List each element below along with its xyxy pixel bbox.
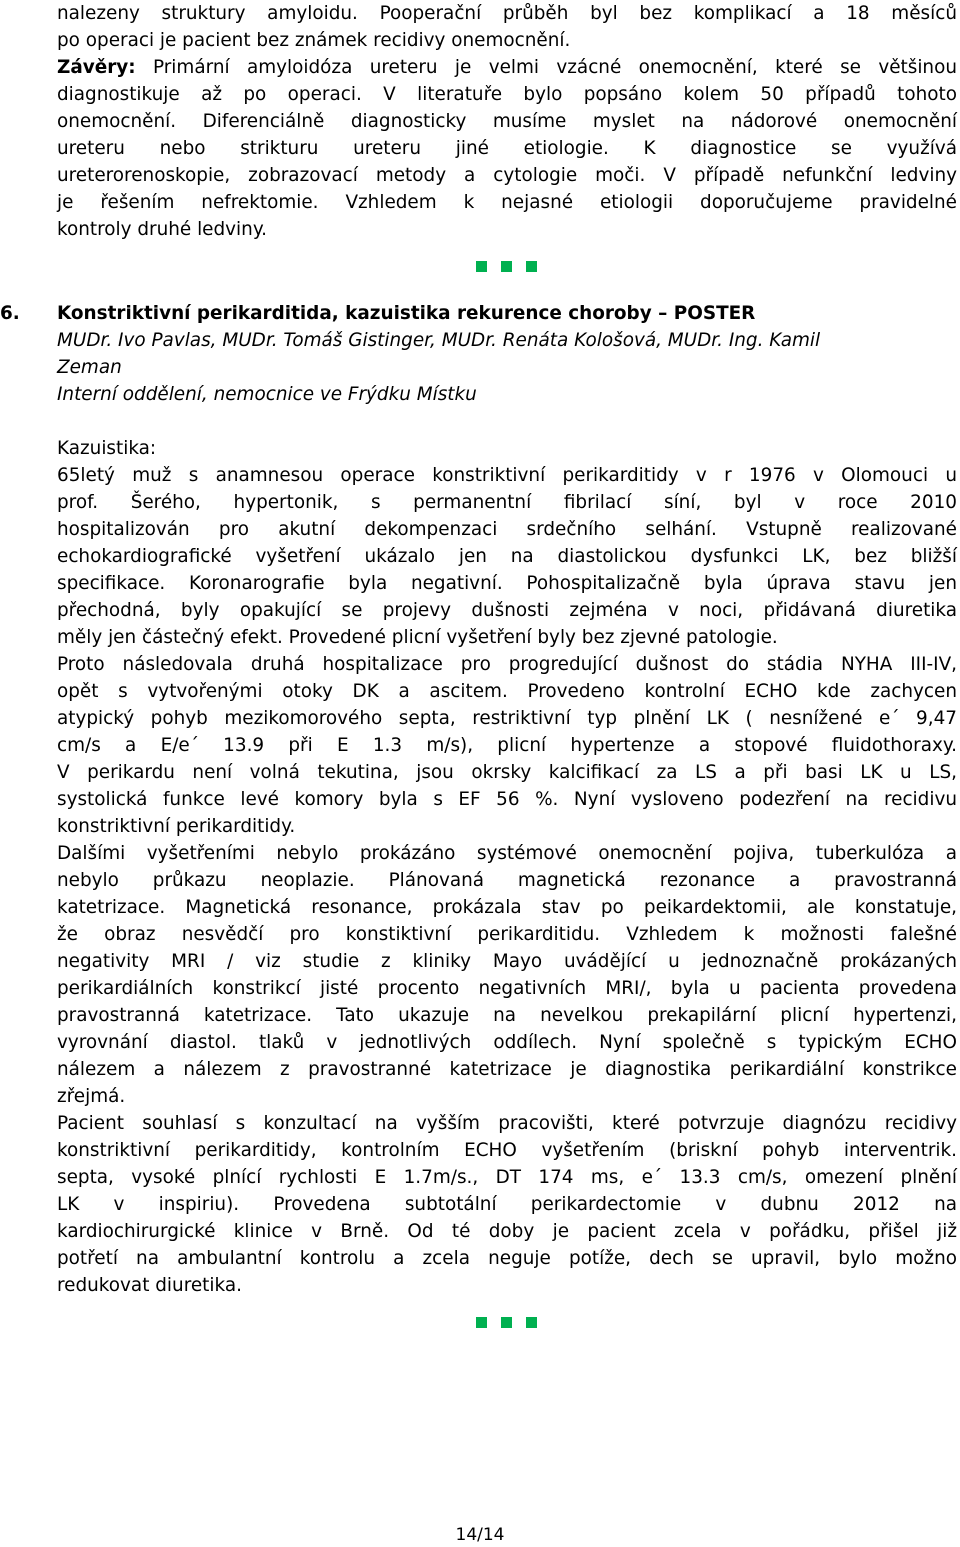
case-body-line: potřetí na ambulantní kontrolu a zcela neguje potíže, dech se upravil, bylo možno [57, 1248, 957, 1269]
case-body-line: nálezem a nálezem z pravostranné katetrizace je diagnostika perikardiální konstrikce [57, 1059, 957, 1080]
case-body [57, 462, 957, 1299]
case-body-line: vyrovnání diastol. tlaků v jednotlivých oddílech. Nyní společně s typickým ECHO [57, 1032, 957, 1053]
section-heading [0, 300, 957, 327]
case-body-line: specifikace. Koronarografie byla negativní. Pohospitalizačně byla úprava stavu jen [57, 573, 957, 594]
case-body-line: atypický pohyb mezikomorového septa, restriktivní typ plnění LK ( nesnížené e´ 9,47 [57, 708, 957, 729]
case-body-line: negativity MRI / viz studie z kliniky Mayo uvádějící u jednoznačně prokázaných [57, 951, 957, 972]
case-body-line: přechodná, byly opakující se projevy dušnosti zejména v noci, přidávaná diuretika [57, 600, 957, 621]
case-body-line: perikardiálních konstrikcí jisté procento negativních MRI/, byla u pacienta provedena [57, 978, 957, 999]
case-body-line: konstriktivní perikarditidy. [57, 816, 296, 837]
paragraph-line: po operaci je pacient bez známek recidivy onemocnění. [57, 30, 571, 51]
separator-squares [56, 1309, 957, 1336]
separator-square-icon [501, 1317, 512, 1328]
case-body-line: že obraz nesvědčí pro konstiktivní perikarditidu. Vzhledem k možnosti falešné [57, 924, 957, 945]
case-body-line: Dalšími vyšetřeními nebylo prokázáno systémové onemocnění pojiva, tuberkulóza a [57, 843, 957, 864]
case-body-line: LK v inspiriu). Provedena subtotální perikardectomie v dubnu 2012 na [57, 1194, 957, 1215]
case-body-line: měly jen částečný efekt. Provedené plicní vyšetření byly bez zjevné patologie. [57, 627, 778, 648]
case-body-line: septa, vysoké plnící rychlosti E 1.7m/s., DT 174 ms, e´ 13.3 cm/s, omezení plnění [57, 1167, 957, 1188]
case-body-line: hospitalizován pro akutní dekompenzaci srdečního selhání. Vstupně realizované [57, 519, 957, 540]
case-body-line: redukovat diuretika. [57, 1275, 242, 1296]
section-1 [57, 0, 957, 243]
case-label: Kazuistika: [57, 438, 157, 459]
separator-square-icon [526, 1317, 537, 1328]
case-body-line: V perikardu není volná tekutina, jsou okrsky kalcifikací za LS a při basi LK u LS, [57, 762, 957, 783]
paragraph-line: je řešením nefrektomie. Vzhledem k nejasné etiologii doporučujeme pravidelné [57, 192, 957, 213]
conclusion-label: Závěry: [57, 57, 136, 78]
case-body-line: zřejmá. [57, 1086, 126, 1107]
case-body-line: opět s vytvořenými otoky DK a ascitem. Provedeno kontrolní ECHO kde zachycen [57, 681, 957, 702]
separator-square-icon [476, 261, 487, 272]
case-body-line: kardiochirurgické klinice v Brně. Od té doby je pacient zcela v pořádku, přišel již [57, 1221, 957, 1242]
case-body-line: cm/s a E/e´ 13.9 při E 1.3 m/s), plicní hypertenze a stopové fluidothoraxy. [57, 735, 957, 756]
case-body-line: 65letý muž s anamnesou operace konstriktivní perikarditidy v r 1976 v Olomouci u [57, 465, 957, 486]
authors-line: Zeman [57, 357, 122, 378]
case-body-line: pravostranná katetrizace. Tato ukazuje na nevelkou prekapilární plicní hypertenzi, [57, 1005, 957, 1026]
case-body-line: konstriktivní perikarditidy, kontrolním ECHO vyšetřením (briskní pohyb interventrik. [57, 1140, 957, 1161]
conclusion-line: Závěry: Primární amyloidóza ureteru je velmi vzácné onemocnění, které se většinou [57, 57, 957, 78]
authors-line: MUDr. Ivo Pavlas, MUDr. Tomáš Gistinger, MUDr. Renáta Kološová, MUDr. Ing. Kamil [57, 330, 821, 351]
case-body-line: Proto následovala druhá hospitalizace pro progredující dušnost do stádia NYHA III-IV, [57, 654, 957, 675]
paragraph-line: diagnostikuje až po operaci. V literatuře bylo popsáno kolem 50 případů tohoto [57, 84, 957, 105]
paragraph-line: ureterorenoskopie, zobrazovací metody a cytologie moči. V případě nefunkční ledviny [57, 165, 957, 186]
section-title: Konstriktivní perikarditida, kazuistika rekurence choroby – POSTER [57, 303, 756, 324]
separator-square-icon [526, 261, 537, 272]
section-2 [0, 300, 957, 1299]
paragraph-line: nalezeny struktury amyloidu. Pooperační průběh byl bez komplikací a 18 měsíců [57, 3, 957, 24]
paragraph-line: ureteru nebo strikturu ureteru jiné etiologie. K diagnostice se využívá [57, 138, 957, 159]
case-body-line: systolická funkce levé komory byla s EF 56 %. Nyní vysloveno podezření na recidivu [57, 789, 957, 810]
paragraph-line: kontroly druhé ledviny. [57, 219, 267, 240]
separator-square-icon [501, 261, 512, 272]
paragraph-line: onemocnění. Diferenciálně diagnosticky musíme myslet na nádorové onemocnění [57, 111, 957, 132]
separator-squares [56, 253, 957, 280]
case-body-line: nebylo průkazu neoplazie. Plánovaná magnetická rezonance a pravostranná [57, 870, 957, 891]
case-body-line: echokardiografické vyšetření ukázalo jen na diastolickou dysfunkci LK, bez bližší [57, 546, 957, 567]
case-body-line: katetrizace. Magnetická resonance, prokázala stav po peikardektomii, ale konstatuje, [57, 897, 957, 918]
separator-square-icon [476, 1317, 487, 1328]
case-body-line: Pacient souhlasí s konzultací na vyšším pracovišti, které potvrzuje diagnózu recidivy [57, 1113, 957, 1134]
case-body-line: prof. Šerého, hypertonik, s permanentní fibrilací síní, byl v roce 2010 [57, 492, 957, 513]
section-number: 6. [0, 303, 20, 324]
page-number: 14/14 [455, 1525, 505, 1545]
affiliation: Interní oddělení, nemocnice ve Frýdku Místku [57, 384, 477, 405]
